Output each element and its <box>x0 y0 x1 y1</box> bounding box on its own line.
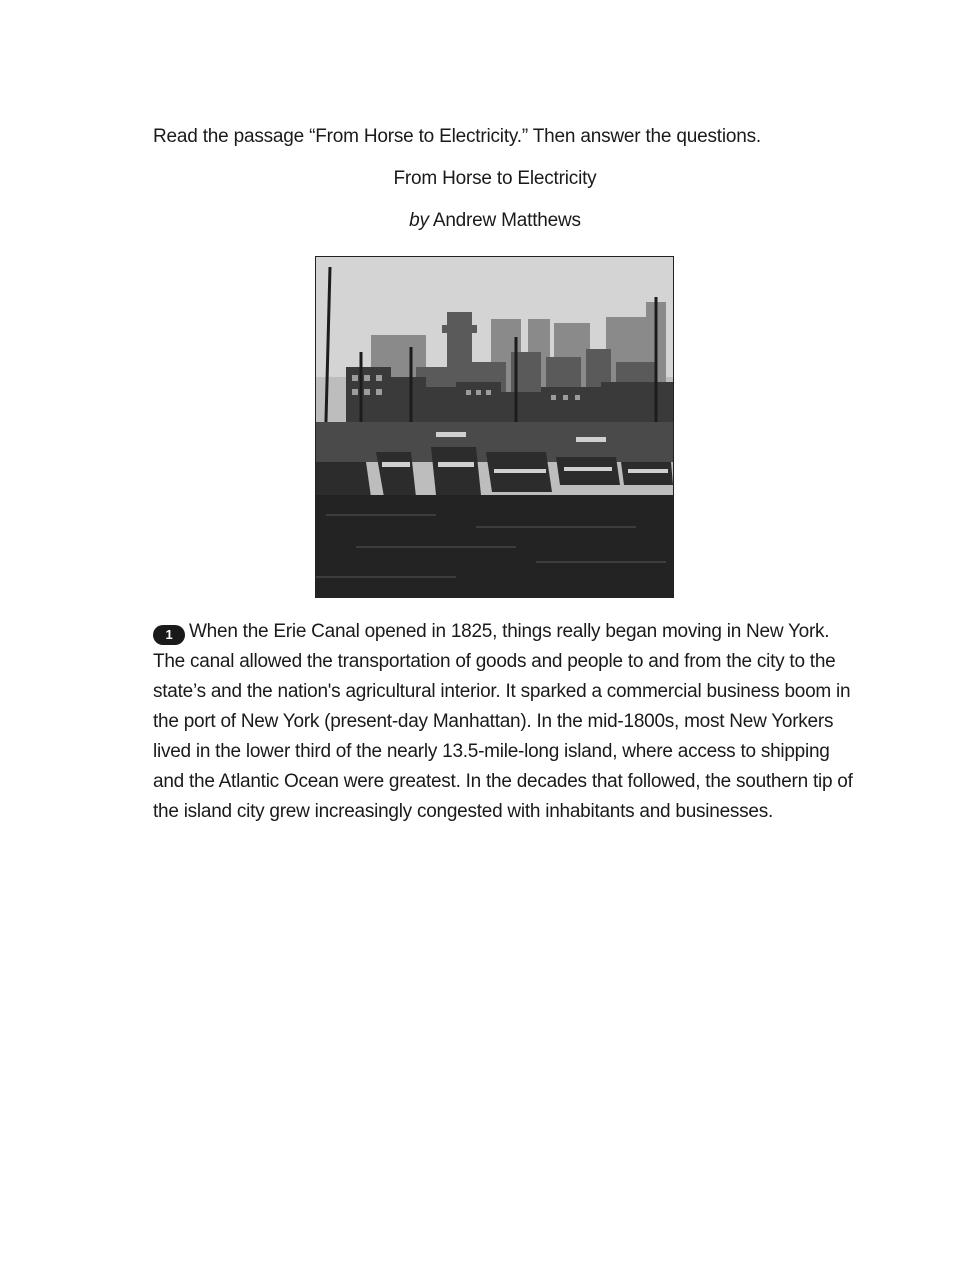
harbor-photo <box>315 256 674 598</box>
paragraph-number-badge: 1 <box>153 625 185 645</box>
byline-prefix: by <box>409 210 429 231</box>
article-byline <box>0 210 979 232</box>
paragraph-text: When the Erie Canal opened in 1825, things really began moving in New York. The canal allowed the transportation of goods and people to and from the city to the state’s and the nation's agricultural interior. It sparked a commercial business boom in the port of New York (present-day Manhattan). In the mid-1800s, most New Yorkers lived in the lower third of the nearly 13.5-mile-long island, where access to shipping and the Atlantic Ocean were greatest. In the decades that followed, the southern tip of the island city grew increasingly congested with inhabitants and businesses. <box>153 621 853 822</box>
instructions-text: Read the passage “From Horse to Electricity.” Then answer the questions. <box>153 126 761 147</box>
article-title: From Horse to Electricity <box>393 168 597 189</box>
author-name: Andrew Matthews <box>432 210 581 231</box>
paragraph-1 <box>153 617 853 827</box>
